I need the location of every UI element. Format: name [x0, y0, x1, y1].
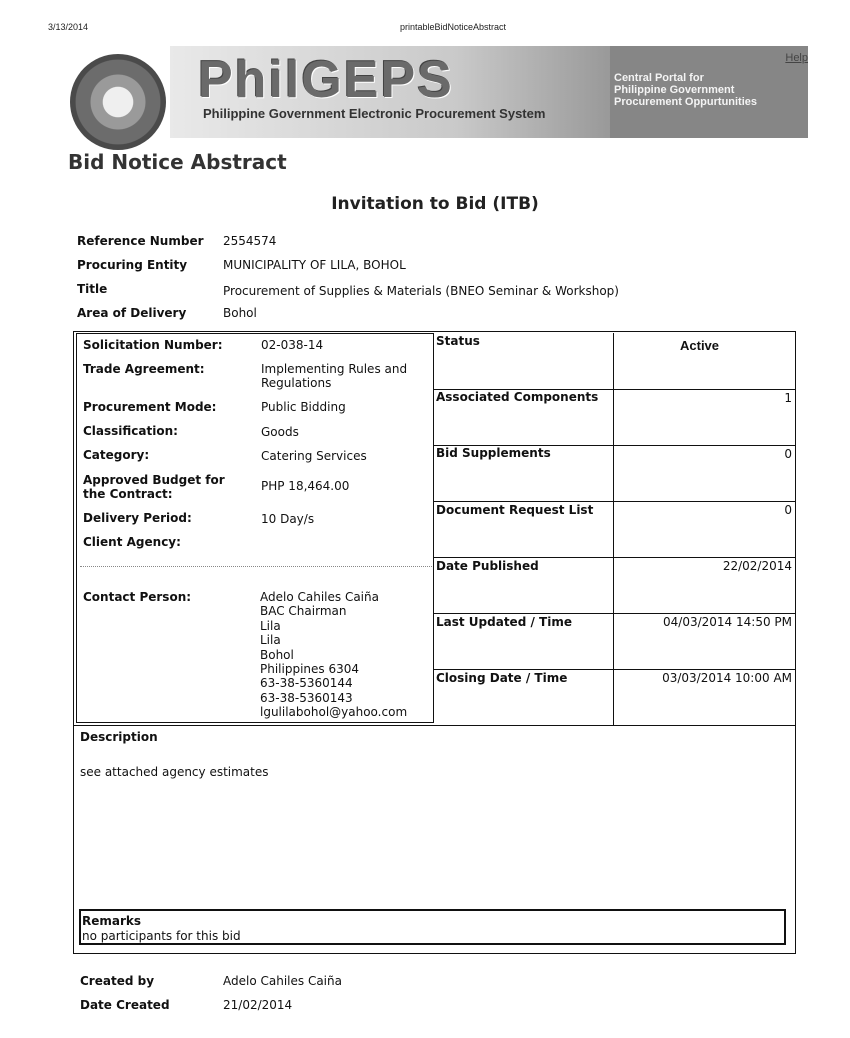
associated-components-label: Associated Components [436, 390, 599, 404]
date-published-label: Date Published [436, 559, 539, 573]
classification-value: Goods [261, 425, 299, 439]
contact-person-details [260, 590, 407, 720]
area-of-delivery-value: Bohol [223, 306, 257, 320]
philgeps-banner [70, 44, 808, 140]
approved-budget-value: PHP 18,464.00 [261, 479, 350, 493]
procuring-entity-value: MUNICIPALITY OF LILA, BOHOL [223, 258, 406, 272]
contact-email: lgulilabohol@yahoo.com [260, 705, 408, 720]
approved-budget-label [83, 473, 225, 501]
delivery-period-value: 10 Day/s [261, 512, 315, 526]
status-row-divider [433, 557, 795, 558]
contact-line: Lila [260, 633, 281, 648]
procurement-mode-label: Procurement Mode: [83, 400, 217, 414]
remarks-underline [80, 943, 784, 944]
tagline-line: Philippine Government [614, 84, 735, 96]
solicitation-number-value: 02-038-14 [261, 338, 324, 352]
status-column-divider [613, 333, 614, 725]
description-label: Description [80, 730, 158, 744]
tagline-line: Procurement Oppurtunities [614, 96, 758, 108]
status-row-divider [433, 669, 795, 670]
help-link[interactable]: Help [785, 52, 808, 64]
description-value: see attached agency estimates [80, 765, 269, 779]
status-row-divider [433, 501, 795, 502]
philgeps-logo: PhilGEPS [198, 51, 454, 109]
contact-line: 63-38-5360143 [260, 690, 353, 705]
banner-tagline [614, 72, 757, 108]
section-divider [73, 725, 796, 726]
approved-budget-label-line: Approved Budget for [83, 473, 225, 487]
contact-separator [80, 566, 432, 567]
trade-agreement-label: Trade Agreement: [83, 362, 205, 376]
contact-line: Lila [260, 618, 281, 633]
date-created-value: 21/02/2014 [223, 998, 293, 1012]
tagline-line: Central Portal for [614, 72, 704, 84]
contact-line: Philippines 6304 [260, 662, 360, 677]
trade-agreement-value [261, 362, 407, 390]
document-request-list-label: Document Request List [436, 503, 594, 517]
print-page-title: printableBidNoticeAbstract [400, 22, 507, 32]
reference-number-label: Reference Number [77, 234, 204, 248]
approved-budget-label-line: the Contract: [83, 487, 173, 501]
title-label: Title [77, 282, 108, 296]
client-agency-label: Client Agency: [83, 535, 181, 549]
contact-line: BAC Chairman [260, 604, 347, 619]
title-value: Procurement of Supplies & Materials (BNEO Seminar & Workshop) [223, 284, 619, 298]
reference-number-value: 2554574 [223, 234, 277, 248]
category-value: Catering Services [261, 449, 367, 463]
status-badge: Active [680, 338, 720, 353]
contact-person-label: Contact Person: [83, 590, 192, 604]
page-title: Bid Notice Abstract [68, 150, 287, 174]
status-row-divider [433, 613, 795, 614]
philgeps-seal-icon [70, 54, 166, 150]
trade-agreement-line: Regulations [261, 376, 332, 390]
print-date: 3/13/2014 [48, 22, 89, 32]
solicitation-number-label: Solicitation Number: [83, 338, 223, 352]
date-created-label: Date Created [80, 998, 170, 1012]
closing-date-label: Closing Date / Time [436, 671, 568, 685]
associated-components-value: 1 [784, 391, 792, 405]
remarks-value: no participants for this bid [82, 929, 241, 943]
document-request-list-value: 0 [784, 503, 792, 517]
date-published-value: 22/02/2014 [722, 559, 792, 573]
trade-agreement-line: Implementing Rules and [261, 362, 408, 376]
category-label: Category: [83, 448, 150, 462]
last-updated-value: 04/03/2014 14:50 PM [663, 615, 792, 629]
created-by-label: Created by [80, 974, 155, 988]
contact-line: 63-38-5360144 [260, 676, 353, 691]
created-by-value: Adelo Cahiles Caiña [223, 974, 342, 988]
remarks-label: Remarks [82, 914, 142, 928]
status-label: Status [436, 334, 480, 348]
last-updated-label: Last Updated / Time [436, 615, 572, 629]
procuring-entity-label: Procuring Entity [77, 258, 188, 272]
notice-type-heading: Invitation to Bid (ITB) [331, 194, 539, 214]
contact-line: Bohol [260, 647, 294, 662]
classification-label: Classification: [83, 424, 178, 438]
bid-supplements-value: 0 [784, 447, 792, 461]
delivery-period-label: Delivery Period: [83, 511, 192, 525]
banner-subtitle: Philippine Government Electronic Procurement System [203, 106, 546, 121]
contact-line: Adelo Cahiles Caiña [260, 590, 379, 604]
bid-supplements-label: Bid Supplements [436, 446, 551, 460]
area-of-delivery-label: Area of Delivery [77, 306, 187, 320]
closing-date-value: 03/03/2014 10:00 AM [662, 671, 792, 685]
procurement-mode-value: Public Bidding [261, 400, 346, 414]
